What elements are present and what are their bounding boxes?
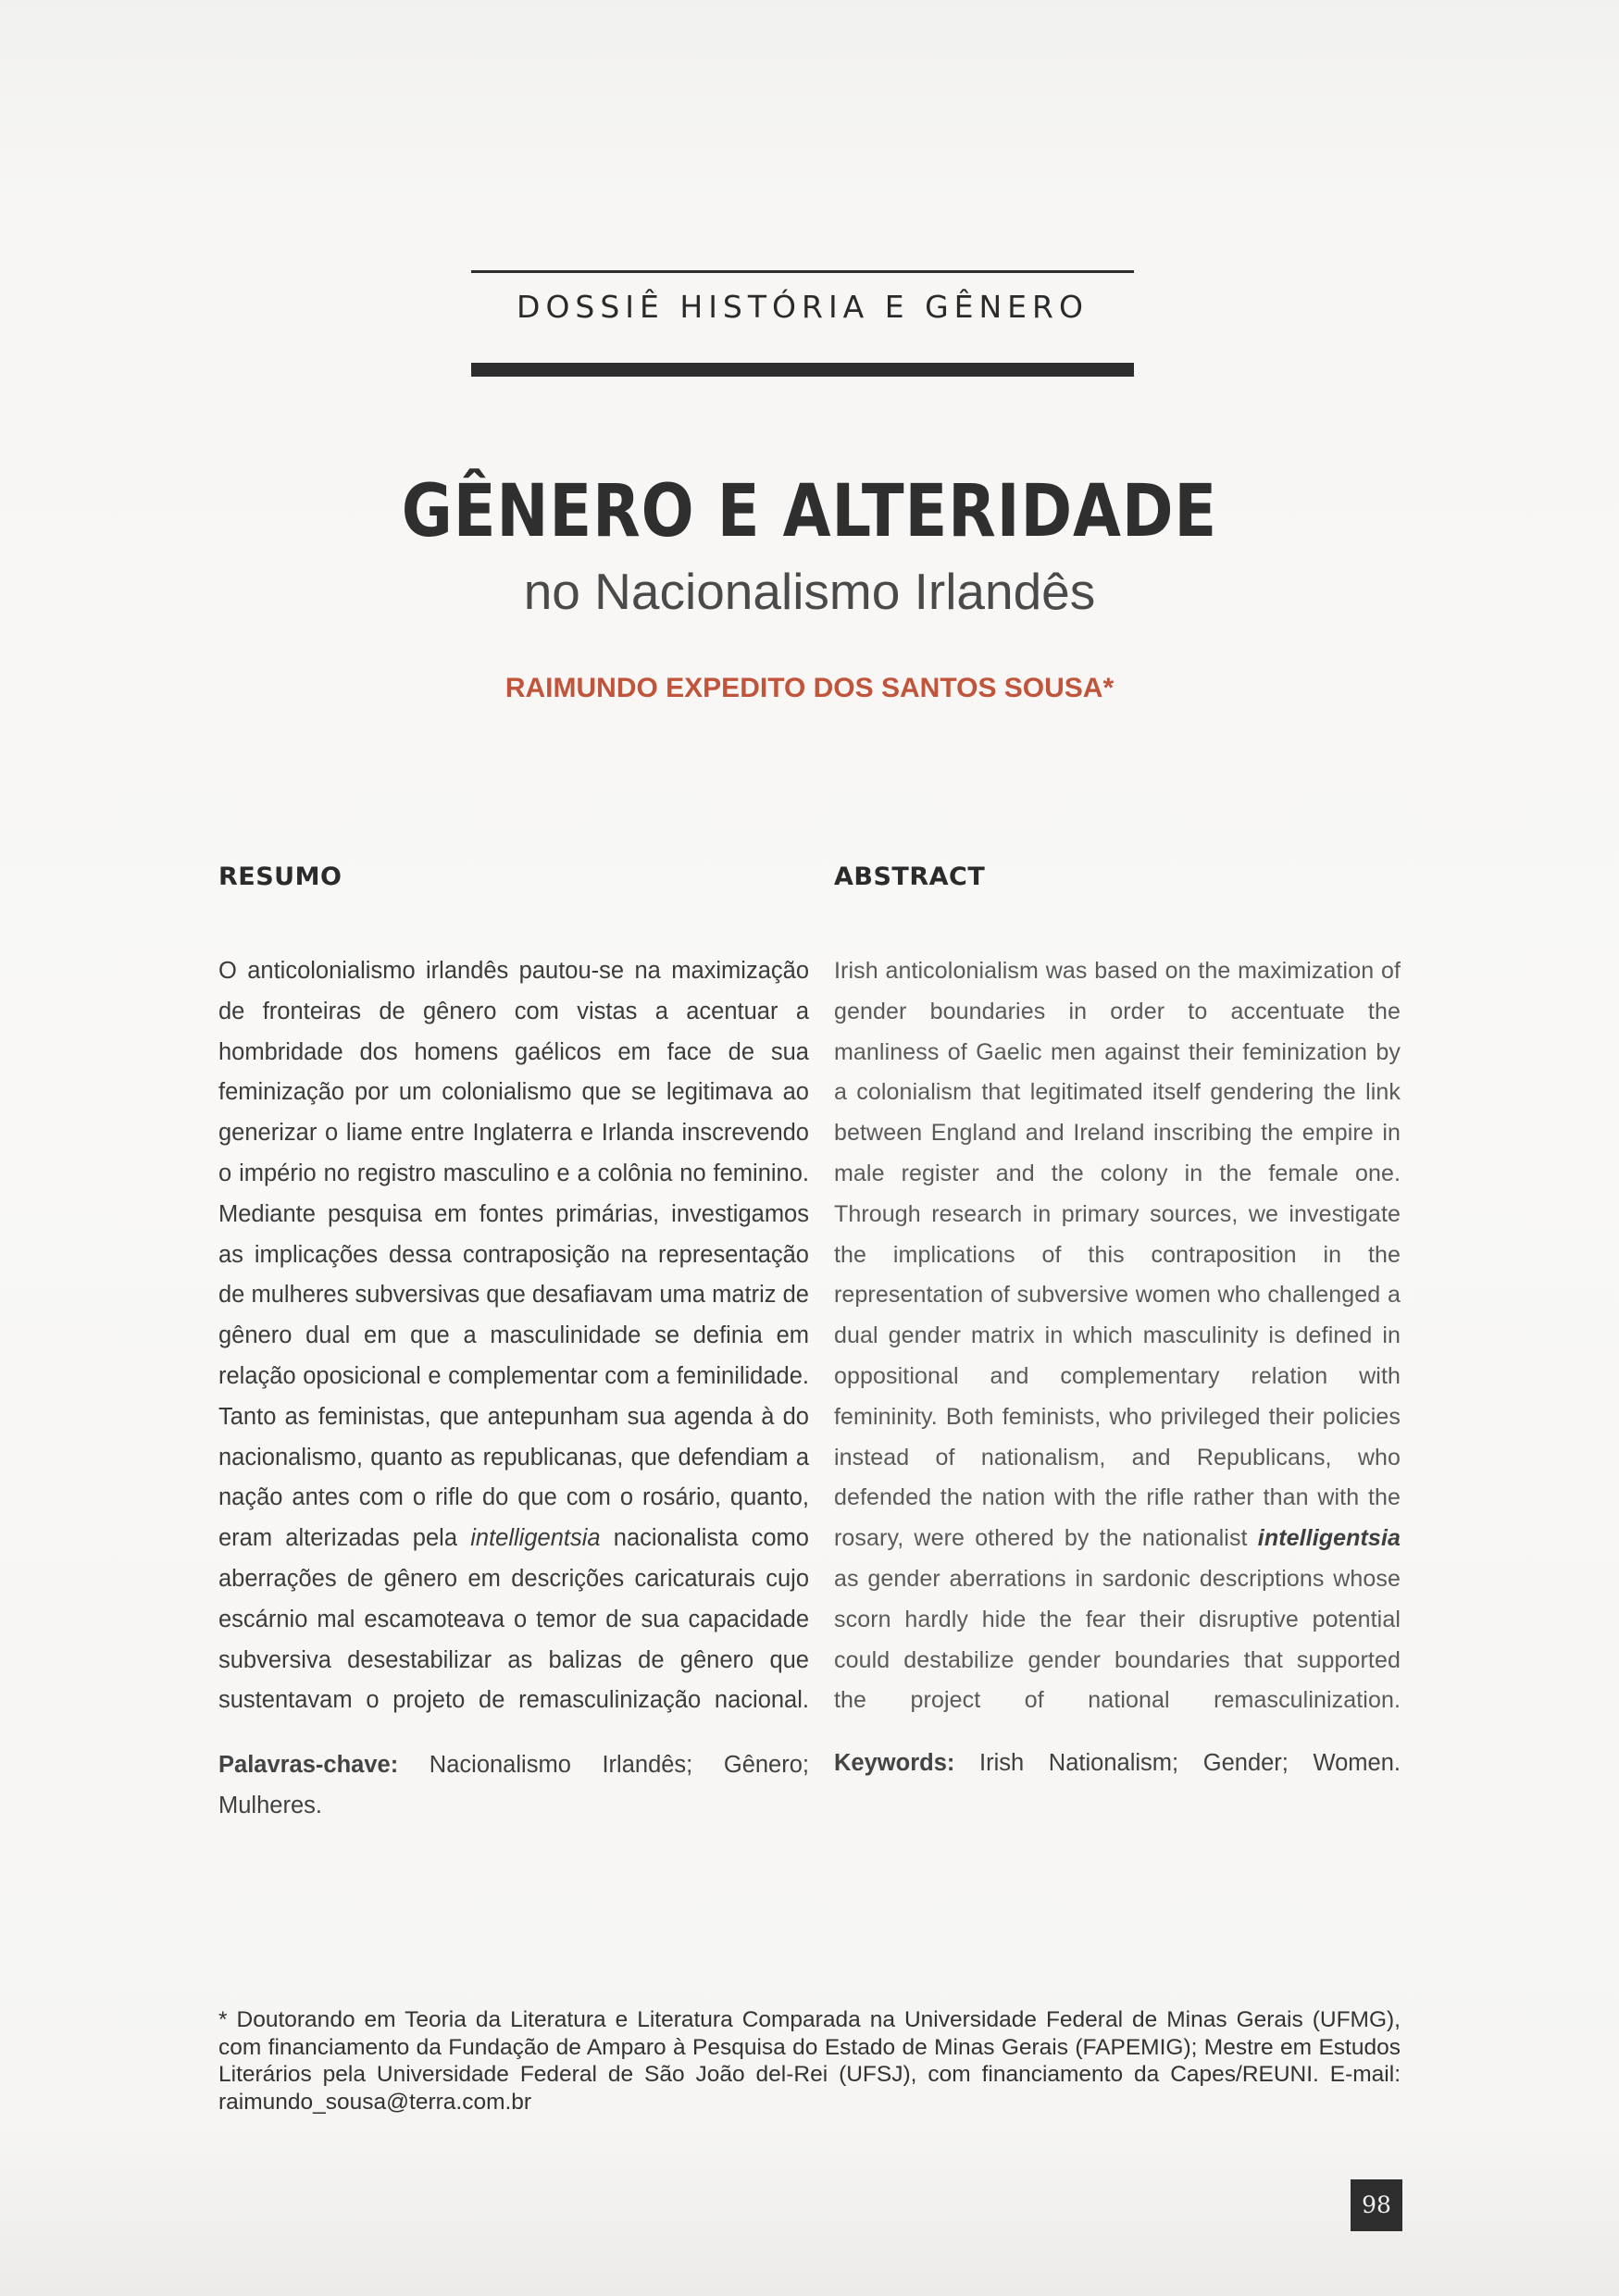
article-author: RAIMUNDO EXPEDITO DOS SANTOS SOUSA* bbox=[504, 673, 1115, 703]
header-rule-thick bbox=[471, 363, 1134, 377]
author-footnote: * Doutorando em Teoria da Literatura e Literatura Comparada na Universidade Federal de Minas Gerais (UFMG), com financiamento da Fundação de Amparo à Pesquisa do Estado de Minas Gerais (FAPEMIG); Mestre em Estudos Literários pela Universidade Federal de São João del-Rei (UFSJ), com financiamento da Capes/REUNI. E-mail: raimundo_sousa@terra.com.br bbox=[218, 2007, 1401, 2115]
page-number: 98 bbox=[1351, 2179, 1402, 2231]
abstract-text-part1: Irish anticolonialism was based on the maximization of gender boundaries in order to accentuate the manliness of Gaelic men against their feminization by a colonialism that legitimated itself gendering the link between England and Ireland inscribing the empire in male register and the colony in the female one. Through research in primary sources, we investigate the implications of this contraposition in the representation of subversive women who challenged a dual gender matrix in which masculinity is defined in oppositional and complementary relation with femininity. Both feminists, who privileged their policies instead of nationalism, and Republicans, who defended the nation with the rifle rather than with the rosary, were othered by the nationalist bbox=[834, 958, 1401, 1552]
abstract-body bbox=[834, 951, 1401, 1721]
header-rule-thin bbox=[471, 270, 1134, 273]
resumo-text-italic: intelligentsia bbox=[470, 1525, 601, 1552]
section-header bbox=[471, 270, 1134, 379]
article-subtitle: no Nacionalismo Irlandês bbox=[523, 563, 1096, 620]
resumo-text-part2: nacionalista como aberrações de gênero em descrições caricaturais cujo escárnio mal escamoteava o temor de sua capacidade subversiva desestabilizar as balizas de gênero que sustentavam o projeto de remasculinização nacional. bbox=[218, 1525, 809, 1714]
resumo-text-part1: O anticolonialismo irlandês pautou-se na maximização de fronteiras de gênero com vistas a acentuar a hombridade dos homens gaélicos em face de sua feminização por um colonialismo que se legitimava ao generizar o liame entre Inglaterra e Irlanda inscrevendo o império no registro masculino e a colônia no feminino. Mediante pesquisa em fontes primárias, investigamos as implicações dessa contraposição na representação de mulheres subversivas que desafiavam uma matriz de gênero dual em que a masculinidade se definia em relação oposicional e complementar com a feminilidade. Tanto as feministas, que antepunham sua agenda à do nacionalismo, quanto as republicanas, que defendiam a nação antes com o rifle do que com o rosário, quanto, eram alterizadas pela bbox=[218, 958, 809, 1552]
abstract-keywords bbox=[834, 1744, 1401, 1784]
article-title: GÊNERO E ALTERIDADE bbox=[401, 470, 1218, 553]
abstract-column bbox=[834, 861, 1401, 1784]
abstract-keywords-label: Keywords: bbox=[834, 1750, 955, 1777]
resumo-keywords-label: Palavras-chave: bbox=[218, 1752, 399, 1779]
section-label: DOSSIÊ HISTÓRIA E GÊNERO bbox=[517, 289, 1089, 325]
resumo-keywords-list: Nacionalismo Irlandês; Gênero; Mulheres. bbox=[218, 1752, 809, 1818]
abstract-keywords-list: Irish Nationalism; Gender; Women. bbox=[954, 1750, 1401, 1777]
resumo-column bbox=[218, 861, 809, 1827]
abstract-heading: ABSTRACT bbox=[834, 863, 986, 891]
resumo-body bbox=[218, 951, 809, 1721]
resumo-heading: RESUMO bbox=[218, 863, 342, 891]
abstract-text-italic: intelligentsia bbox=[1257, 1525, 1401, 1552]
abstract-text-part2: as gender aberrations in sardonic descriptions whose scorn hardly hide the fear their disruptive potential could destabilize gender boundaries that supported the project of national remasculinization. bbox=[834, 1565, 1401, 1714]
resumo-keywords bbox=[218, 1745, 809, 1827]
